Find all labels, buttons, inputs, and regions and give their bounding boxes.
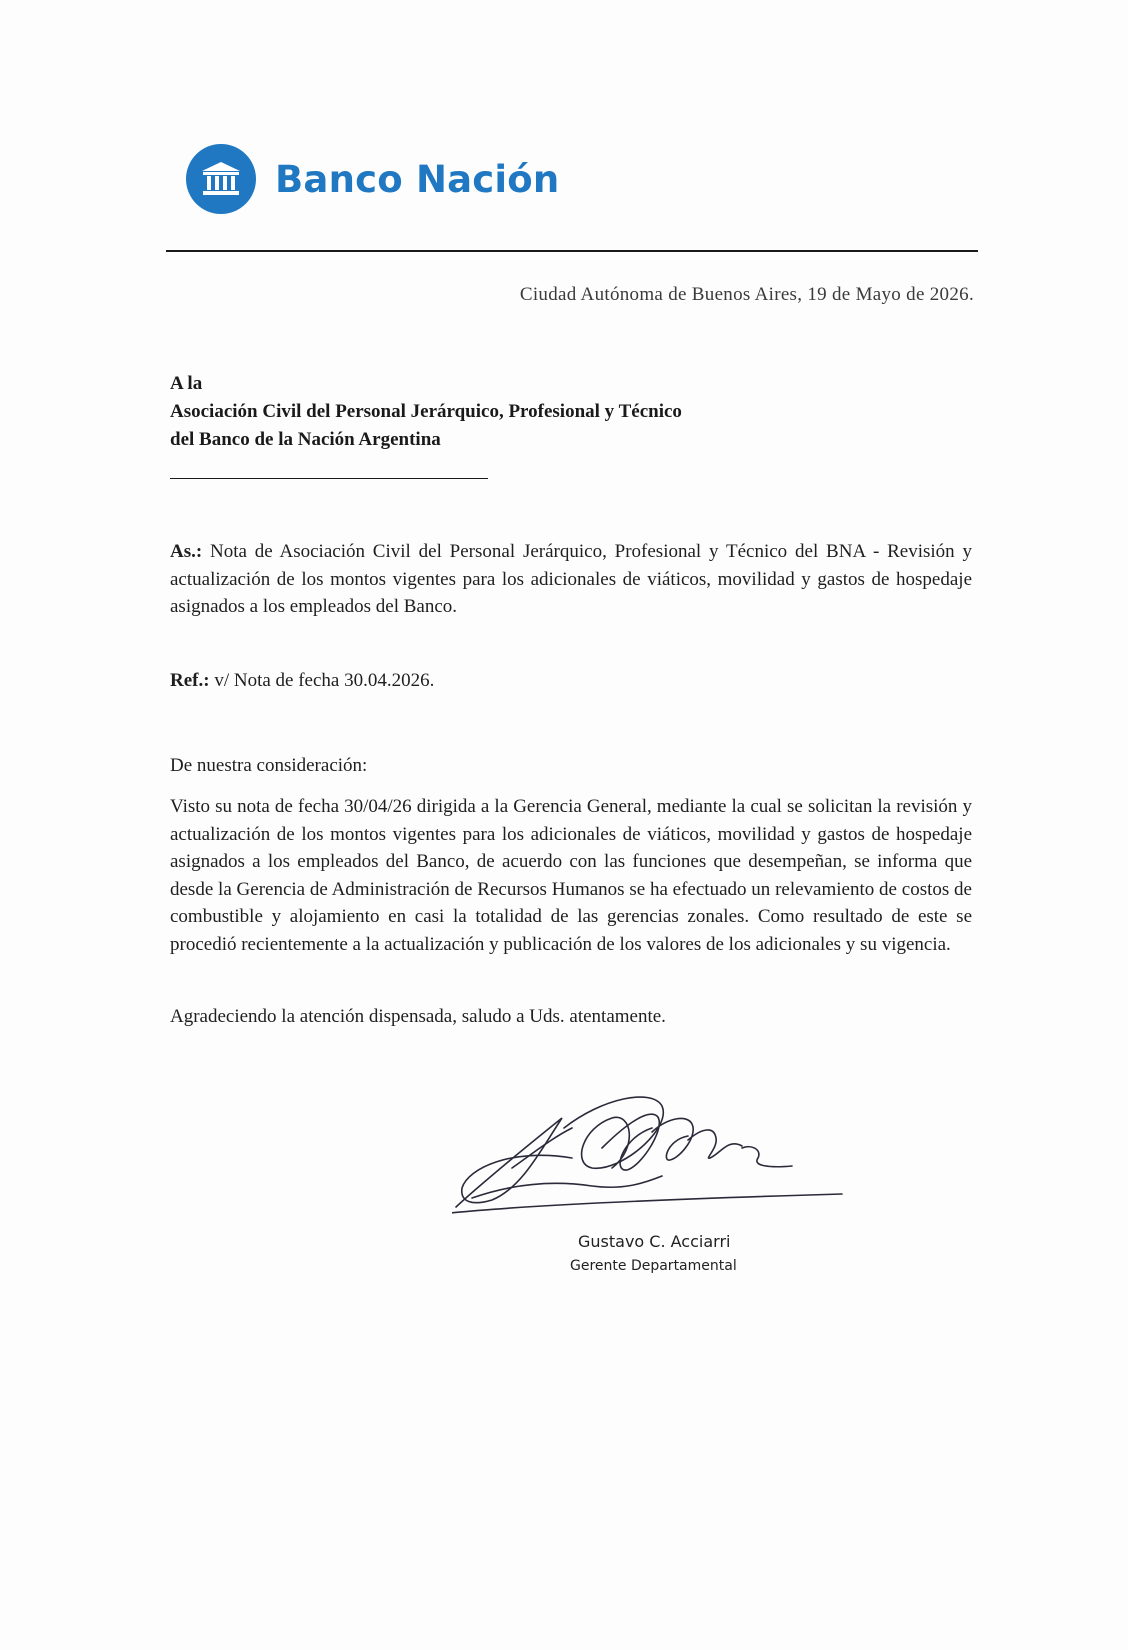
subject-label: As.: bbox=[170, 541, 203, 562]
reference-label: Ref.: bbox=[170, 670, 210, 691]
reference-text: v/ Nota de fecha 30.04.2026. bbox=[214, 670, 435, 691]
bank-building-icon bbox=[186, 144, 256, 214]
subject-paragraph bbox=[170, 538, 972, 621]
recipient-divider bbox=[170, 478, 488, 479]
handwritten-signature bbox=[452, 1088, 852, 1228]
recipient-line-3: del Banco de la Nación Argentina bbox=[170, 429, 441, 450]
reference-paragraph bbox=[170, 667, 972, 695]
recipient-line-2: Asociación Civil del Personal Jerárquico, Profesional y Técnico bbox=[170, 401, 682, 422]
header-divider bbox=[166, 250, 978, 252]
closing-line: Agradeciendo la atención dispensada, saludo a Uds. atentamente. bbox=[170, 1006, 666, 1027]
signatory-role: Gerente Departamental bbox=[570, 1258, 737, 1274]
body-paragraph: Visto su nota de fecha 30/04/26 dirigida a la Gerencia General, mediante la cual se solicitan la revisión y actualización de los montos vigentes para los adicionales de viáticos, movilidad y gastos de hospedaje asignados a los empleados del Banco, de acuerdo con las funciones que desempeñan, se informa que desde la Gerencia de Administración de Recursos Humanos se ha efectuado un relevamiento de costos de combustible y alojamiento en casi la totalidad de las gerencias zonales. Como resultado de este se procedió recientemente a la actualización y publicación de los valores de los adicionales y su vigencia. bbox=[170, 796, 972, 955]
subject-text: Nota de Asociación Civil del Personal Jerárquico, Profesional y Técnico del BNA - Revisión y actualización de los montos vigentes para los adicionales de viáticos, movilidad y gastos de hospedaje asignados a los empleados del Banco. bbox=[170, 541, 972, 617]
date-line: Ciudad Autónoma de Buenos Aires, 19 de Mayo de 2026. bbox=[519, 284, 974, 305]
salutation: De nuestra consideración: bbox=[170, 755, 368, 776]
recipient-line-1: A la bbox=[170, 373, 203, 394]
bank-logo bbox=[186, 144, 559, 214]
recipient-block bbox=[170, 370, 682, 454]
brand-name: Banco Nación bbox=[275, 157, 560, 201]
signatory-name: Gustavo C. Acciarri bbox=[578, 1232, 731, 1251]
